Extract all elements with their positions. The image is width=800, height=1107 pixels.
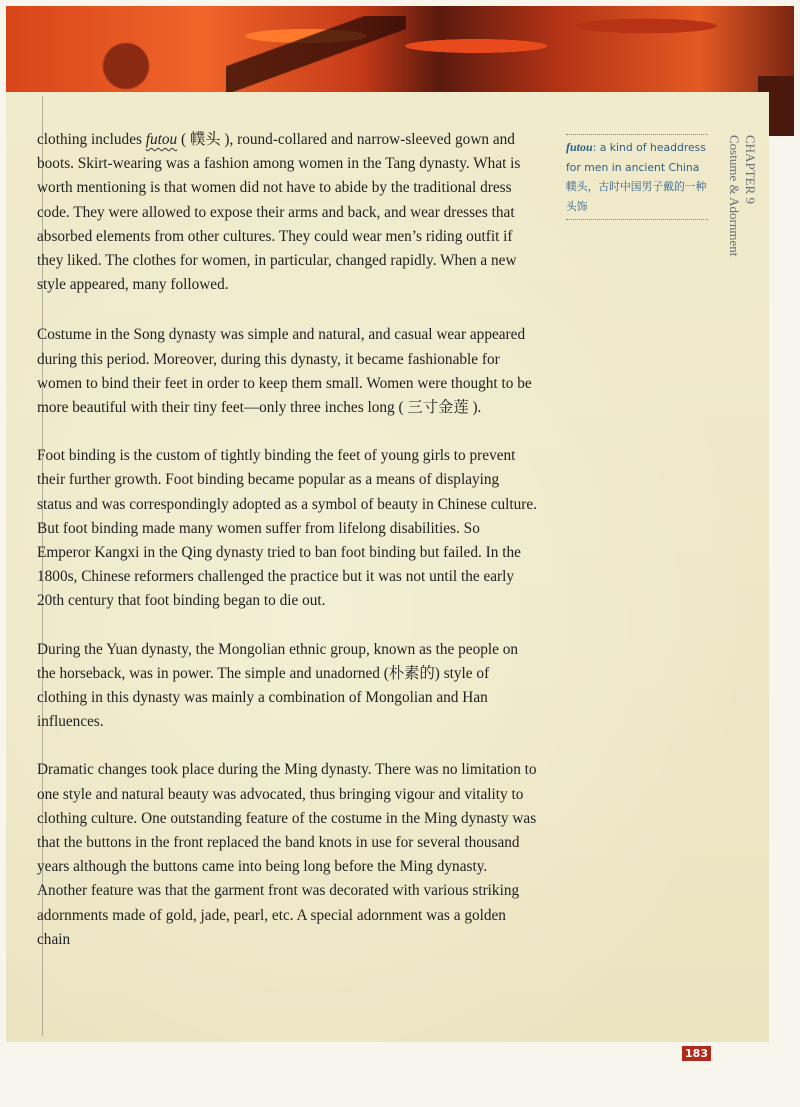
futou-term: futou <box>145 131 178 148</box>
paragraph-foot-binding: Foot binding is the custom of tightly binding the feet of young girls to prevent their further growth. Foot binding became popular as a means of displaying status and was correspondingly adopted as a symbol of beauty in Chinese culture. But foot binding made many women suffer from lifelong disabilities. So Emperor Kangxi in the Qing dynasty tried to ban foot binding but failed. In the 1800s, Chinese reformers challenged the practice but it was not until the early 20th century that foot binding began to die out. <box>37 447 538 610</box>
lantern-shadow <box>226 16 406 92</box>
unadorned-chinese: (朴素的) <box>383 664 440 682</box>
paragraph-tang: clothing includes futou ( 幞头 ), round-collared and narrow-sleeved gown and boots. Skirt-wearing was a fashion among women in the Tang dynasty. What is worth mentioning is that women did not have to abide by the traditional dress code. They were allowed to expose their arms and back, and wear dresses that absorbed elements from other cultures. They could wear men’s riding outfit if they liked. The clothes for women, in particular, changed rapidly. When a new style appeared, many followed. <box>37 131 521 294</box>
glossary-sidenote <box>566 134 708 220</box>
golden-lotus-chinese: ( 三寸金莲 ) <box>398 399 478 417</box>
glossary-chinese: 幞头，古时中国男子戴的一种头饰 <box>566 180 707 213</box>
chapter-label: CHAPTER 9 Costume & Adornment <box>727 135 758 257</box>
paragraph-song: Costume in the Song dynasty was simple and natural, and casual wear appeared during this period. Moreover, during this dynasty, it became fashionable for women to bind their feet in order to keep them small. Women were thought to be more beautiful with their tiny feet—only three inches long ( 三寸金莲 ). <box>37 326 532 417</box>
futou-chinese: ( 幞头 ) <box>177 131 230 148</box>
chapter-tab <box>726 135 766 295</box>
body-text <box>37 128 537 976</box>
header-lantern-photo <box>6 6 794 92</box>
paragraph-ming: Dramatic changes took place during the Ming dynasty. There was no limitation to one style and natural beauty was advocated, thus bringing vigour and vitality to clothing culture. One outstanding feature of the costume in the Ming dynasty was that the buttons in the front replaced the band knots in use for several thousand years although the buttons came into being long before the Ming dynasty. Another feature was that the garment front was decorated with various striking adornments made of gold, jade, pearl, etc. A special adornment was a golden chain <box>37 761 537 948</box>
paragraph-yuan: During the Yuan dynasty, the Mongolian ethnic group, known as the people on the horseback, was in power. The simple and unadorned (朴素的) style of clothing in this dynasty was mainly a combination of Mongolian and Han influences. <box>37 640 519 731</box>
glossary-definition: : a kind of headdress for men in ancient China <box>566 141 706 174</box>
page-number: 183 <box>682 1046 711 1061</box>
glossary-term: futou <box>566 140 593 154</box>
